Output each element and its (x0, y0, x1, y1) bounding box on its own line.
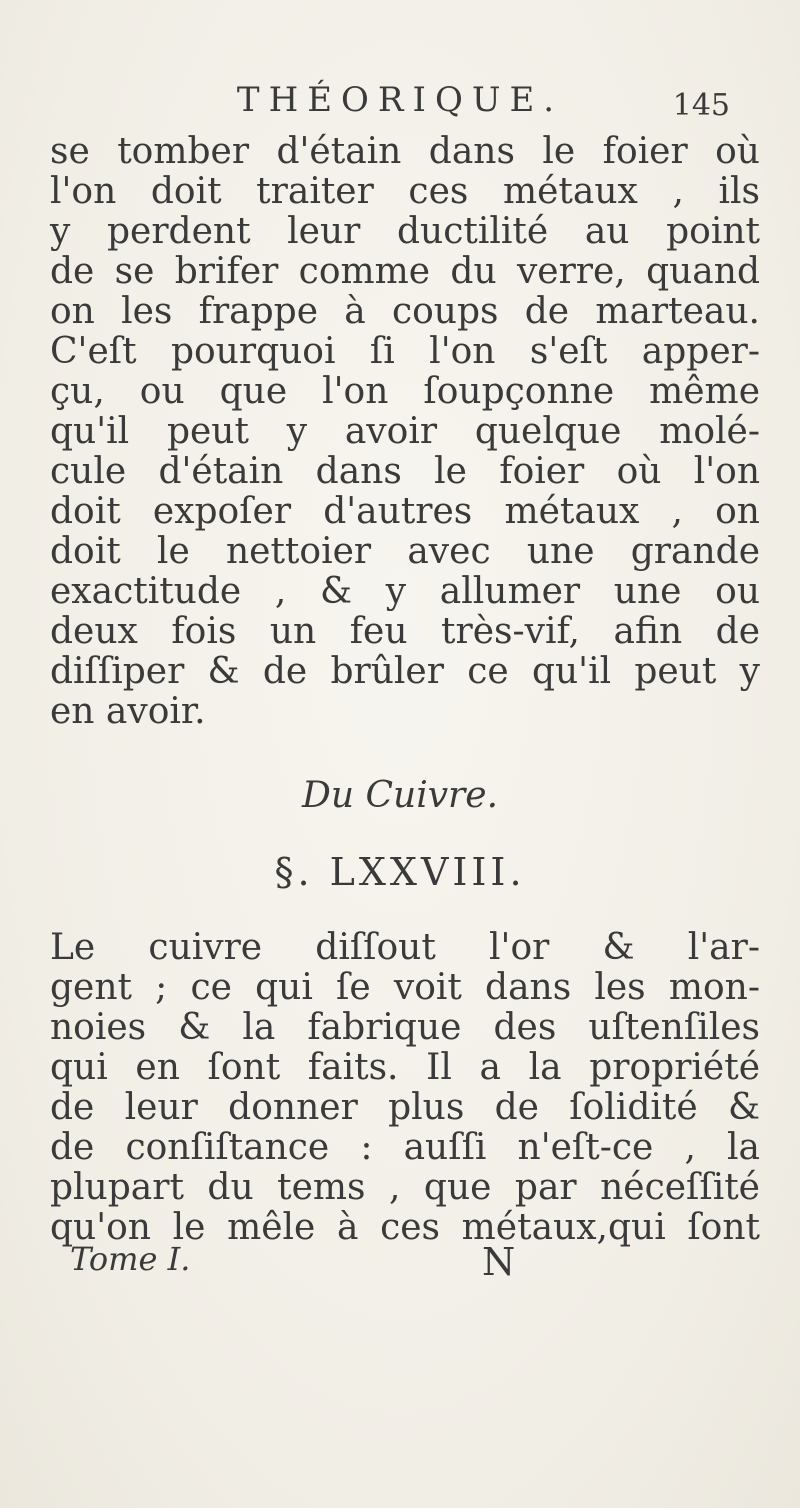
paragraph-number: §. LXXVIII. (274, 850, 526, 894)
page-number: 145 (672, 88, 730, 123)
running-head: THÉORIQUE. (236, 80, 564, 120)
text-line: qu'il peut y avoir quelque molé- (50, 411, 760, 452)
text-line: se tomber d'étain dans le foier où (50, 131, 760, 172)
text-line: noies & la fabrique des uſtenſiles (50, 1007, 760, 1048)
text-line: exactitude , & y allumer une ou (50, 571, 760, 612)
signature-mark: N (482, 1240, 516, 1284)
text-line: Le cuivre diſſout l'or & l'ar- (50, 927, 760, 968)
volume-signature: Tome I. (70, 1240, 191, 1278)
text-line: de se brifer comme du verre, quand (50, 251, 760, 292)
text-line: diſſiper & de brûler ce qu'il peut y (50, 651, 760, 692)
text-line: de conſiſtance : auſſi n'eſt-ce , la (50, 1127, 760, 1168)
text-line: cule d'étain dans le foier où l'on (50, 451, 760, 492)
text-line: qu'on le mêle à ces métaux,qui ſont (50, 1207, 760, 1248)
text-line: y perdent leur ductilité au point (50, 211, 760, 252)
text-line: doit expoſer d'autres métaux , on (50, 491, 760, 532)
text-line: de leur donner plus de ſolidité & (50, 1087, 760, 1128)
text-line: C'eſt pourquoi ſi l'on s'eſt apper- (50, 331, 760, 372)
text-line: on les frappe à coups de marteau. (50, 291, 760, 332)
text-line: qui en ſont faits. Il a la propriété (50, 1047, 760, 1088)
text-line: çu, ou que l'on ſoupçonne même (50, 371, 760, 412)
section-title: Du Cuivre. (301, 775, 499, 816)
text-line: deux fois un feu très-vif, afin de (50, 611, 760, 652)
page-header (50, 80, 750, 126)
text-line: plupart du tems , que par néceſſité (50, 1167, 760, 1208)
text-line: en avoir. (50, 691, 206, 732)
text-line: l'on doit traiter ces métaux , ils (50, 171, 760, 212)
text-line: gent ; ce qui ſe voit dans les mon- (50, 967, 760, 1008)
text-line: doit le nettoier avec une grande (50, 531, 760, 572)
